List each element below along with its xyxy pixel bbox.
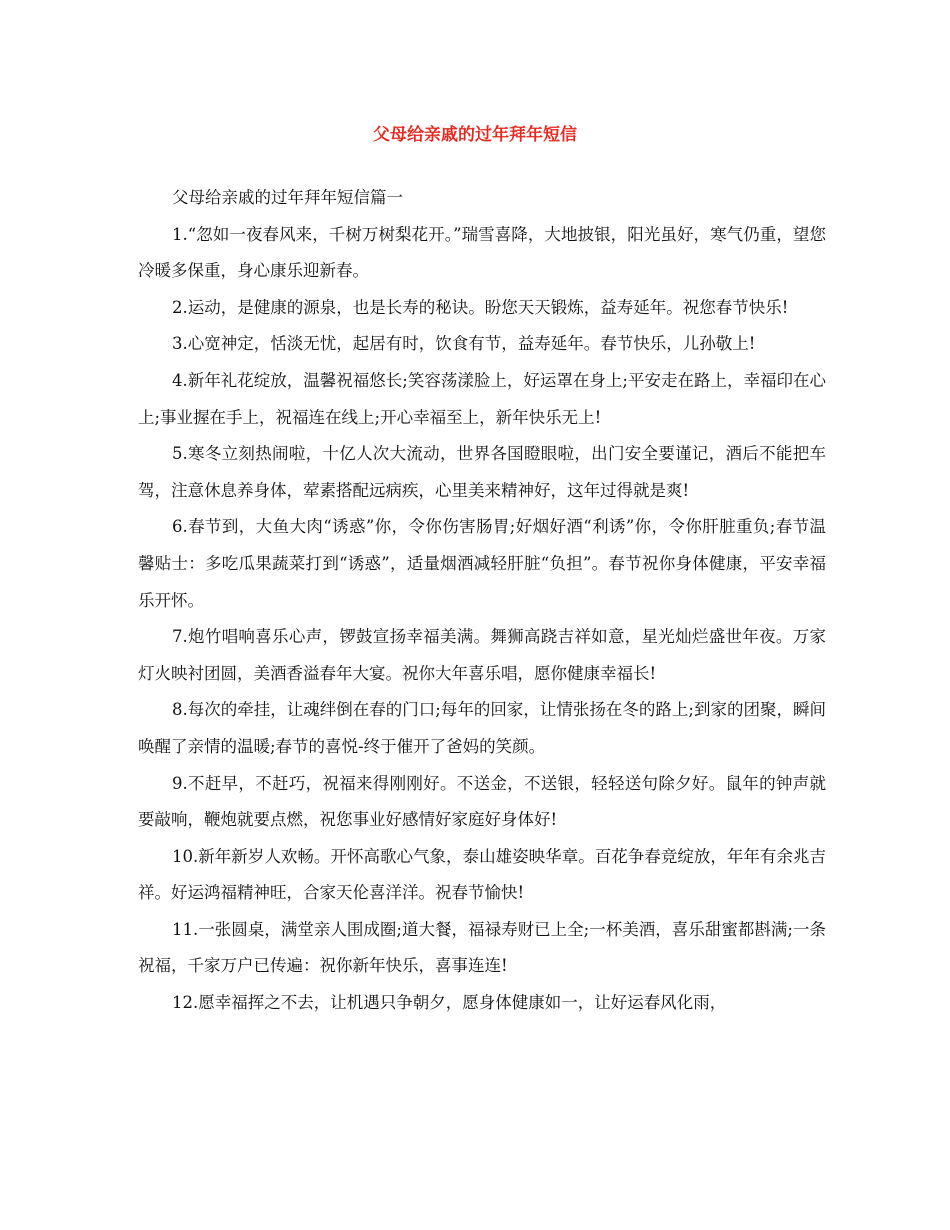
paragraph-12: 12.愿幸福挥之不去，让机遇只争朝夕，愿身体健康如一，让好运春风化雨， <box>172 993 727 1013</box>
paragraph-5: 5.寒冬立刻热闹啦，十亿人次大流动，世界各国瞪眼啦，出门安全要谨记，酒后不能把车驾，注意休息养身体，荤素搭配远病疾，心里美来精神好，这年过得就是爽! <box>138 444 826 500</box>
paragraph-7: 7.炮竹唱响喜乐心声，锣鼓宣扬幸福美满。舞狮高跷吉祥如意，星光灿烂盛世年夜。万家灯火映衬团圆，美酒香溢春年大宴。祝你大年喜乐唱，愿你健康幸福长! <box>138 627 826 683</box>
paragraph-2: 2.运动，是健康的源泉，也是长寿的秘诀。盼您天天锻炼，益寿延年。祝您春节快乐! <box>172 297 789 317</box>
paragraph-8: 8.每次的牵挂，让魂绊倒在春的门口;每年的回家，让情张扬在冬的路上;到家的团聚，瞬间唤醒了亲情的温暖;春节的喜悦-终于催开了爸妈的笑颜。 <box>138 700 826 756</box>
paragraph-6: 6.春节到，大鱼大肉“诱惑”你，令你伤害肠胃;好烟好酒“利诱”你，令你肝脏重负;春节温馨贴士：多吃瓜果蔬菜打到“诱惑”，适量烟酒减轻肝脏“负担”。春节祝你身体健康，平安幸福乐开怀。 <box>138 517 826 610</box>
paragraph-3: 3.心宽神定，恬淡无忧，起居有时，饮食有节，益寿延年。春节快乐，儿孙敬上! <box>172 334 756 354</box>
paragraph-4: 4.新年礼花绽放，温馨祝福悠长;笑容荡漾脸上，好运罩在身上;平安走在路上，幸福印在心上;事业握在手上，祝福连在线上;开心幸福至上，新年快乐无上! <box>138 370 826 427</box>
document-title: 父母给亲戚的过年拜年短信 <box>373 125 577 145</box>
paragraph-1: 1.“忽如一夜春风来，千树万树梨花开。”瑞雪喜降，大地披银，阳光虽好，寒气仍重，望您冷暖多保重，身心康乐迎新春。 <box>138 224 826 281</box>
section-heading: 父母给亲戚的过年拜年短信篇一 <box>172 188 403 207</box>
paragraph-11: 11.一张圆桌，满堂亲人围成圈;道大餐，福禄寿财已上全;一杯美酒，喜乐甜蜜都斟满;一条祝福，千家万户已传遍：祝你新年快乐，喜事连连! <box>138 919 826 976</box>
paragraph-9: 9.不赶早，不赶巧，祝福来得刚刚好。不送金，不送银，轻轻送句除夕好。鼠年的钟声就要敲响，鞭炮就要点燃，祝您事业好感情好家庭好身体好! <box>138 773 826 830</box>
document-body <box>138 180 826 1022</box>
paragraph-10: 10.新年新岁人欢畅。开怀高歌心气象，泰山雄姿映华章。百花争春竞绽放，年年有余兆吉祥。好运鸿福精神旺，合家天伦喜洋洋。祝春节愉快! <box>138 846 826 903</box>
